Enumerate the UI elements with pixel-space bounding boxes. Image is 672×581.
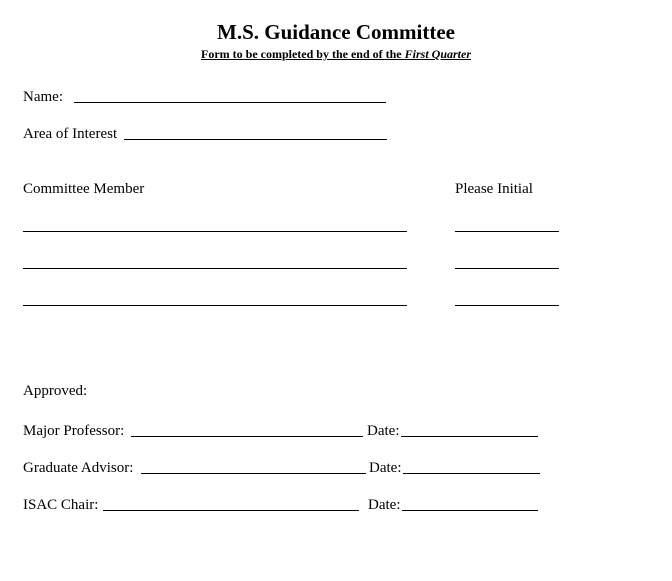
initial-line[interactable] xyxy=(455,305,559,306)
subtitle-emphasis: First Quarter xyxy=(404,47,471,61)
subtitle-text: Form to be completed by the end of the xyxy=(201,47,405,61)
isac-chair-date-line[interactable] xyxy=(402,510,538,511)
major-professor-date-line[interactable] xyxy=(401,436,538,437)
name-label: Name: xyxy=(23,89,63,105)
committee-member-line[interactable] xyxy=(23,231,407,232)
isac-chair-label: ISAC Chair: xyxy=(23,497,99,513)
form-title: M.S. Guidance Committee xyxy=(217,20,455,44)
please-initial-header: Please Initial xyxy=(455,181,533,197)
graduate-advisor-date-line[interactable] xyxy=(403,473,540,474)
graduate-advisor-signature-line[interactable] xyxy=(141,473,366,474)
isac-chair-signature-line[interactable] xyxy=(103,510,359,511)
area-of-interest-field-line[interactable] xyxy=(124,139,387,140)
approved-label: Approved: xyxy=(23,383,88,399)
committee-member-header: Committee Member xyxy=(23,181,145,197)
committee-member-line[interactable] xyxy=(23,268,407,269)
major-professor-signature-line[interactable] xyxy=(131,436,363,437)
name-field-line[interactable] xyxy=(74,102,386,103)
graduate-advisor-label: Graduate Advisor: xyxy=(23,460,134,476)
committee-member-line[interactable] xyxy=(23,305,407,306)
major-professor-label: Major Professor: xyxy=(23,423,125,439)
area-of-interest-label: Area of Interest xyxy=(23,126,118,142)
initial-line[interactable] xyxy=(455,231,559,232)
isac-chair-date-label: Date: xyxy=(368,497,401,513)
form-subtitle xyxy=(0,47,672,62)
graduate-advisor-date-label: Date: xyxy=(369,460,402,476)
initial-line[interactable] xyxy=(455,268,559,269)
major-professor-date-label: Date: xyxy=(367,423,400,439)
